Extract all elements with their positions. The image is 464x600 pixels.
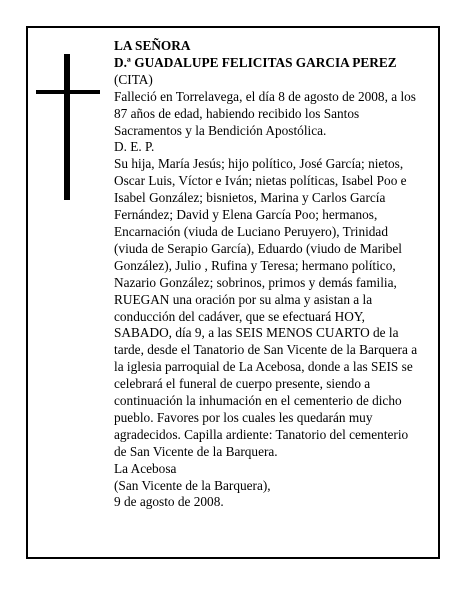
obituary-text: [114, 38, 422, 511]
place-line-1: La Acebosa: [114, 460, 177, 476]
subtitle: (CITA): [114, 71, 153, 87]
cross-horizontal-bar: [36, 90, 100, 94]
date-line: 9 de agosto de 2008.: [114, 494, 224, 510]
place-line-2: (San Vicente de la Barquera),: [114, 477, 271, 493]
request-paragraph: RUEGAN una oración por su alma y asistan a la conducción del cadáver, que se efectuará HOY, SABADO, día 9, a las SEIS MENOS CUARTO de la tarde, desde el Tanatorio de San Vicente de la Barquera a la iglesia parroquial de La Acebosa, donde a las SEIS se celebrará el funeral de cuerpo presente, siendo a continuación la inhumación en el cementerio de dicho pueblo. Favores por los cuales les quedarán muy agradecidos. Capilla ardiente: Tanatorio del cementerio de San Vicente de la Barquera.: [114, 291, 418, 459]
cross-icon: [36, 54, 100, 200]
cross-vertical-bar: [64, 54, 70, 200]
heading: LA SEÑORA: [114, 38, 191, 53]
deceased-name: D.ª GUADALUPE FELICITAS GARCIA PEREZ: [114, 54, 397, 70]
dep-line: D. E. P.: [114, 139, 155, 155]
death-paragraph: Falleció en Torrelavega, el día 8 de agosto de 2008, a los 87 años de edad, habiendo recibido los Santos Sacramentos y la Bendición Apostólica.: [114, 88, 416, 138]
family-paragraph: Su hija, María Jesús; hijo político, José García; nietos, Oscar Luis, Víctor e Iván; nietas políticas, Isabel Poo e Isabel González; bisnietos, Marina y Carlos García Fernández; David y Elena García Poo; hermanos, Encarnación (viuda de Luciano Peruyero), Trinidad (viuda de Serapio García), Eduardo (viudo de Maribel González), Julio , Rufina y Teresa; hermano político, Nazario González; sobrinos, primos y demás familia,: [114, 156, 407, 290]
